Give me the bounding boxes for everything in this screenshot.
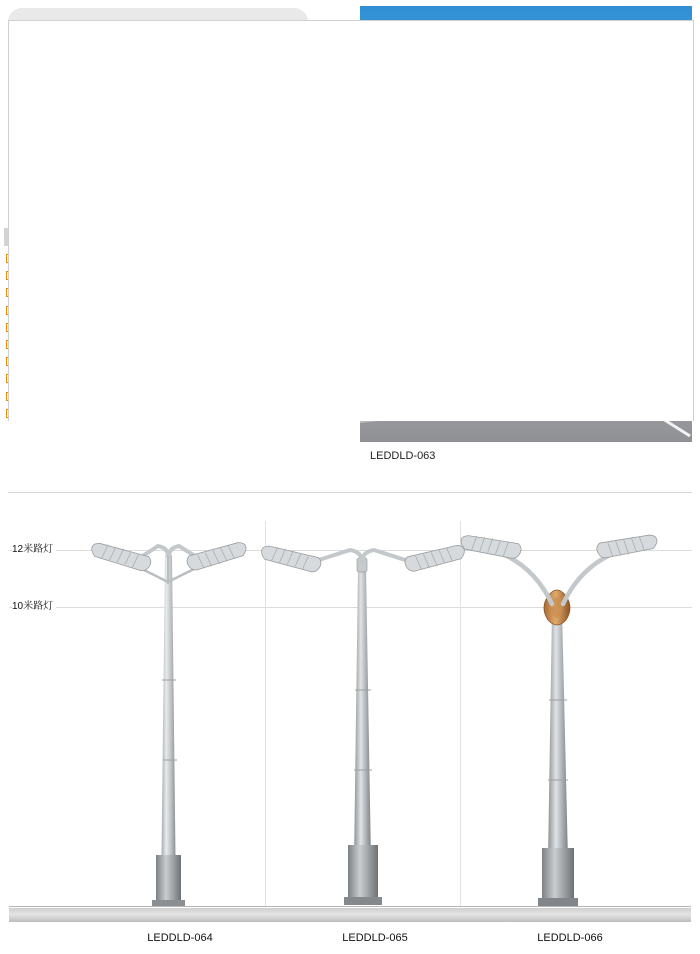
height-label-12m: 12米路灯 [12,540,56,555]
diagram-caption-065: LEDDLD-065 [342,932,408,944]
diagram-caption-066: LEDDLD-066 [537,932,603,944]
pole-drawing-064 [89,535,248,907]
pole-drawing-066 [459,528,659,906]
diagram-caption-064: LEDDLD-064 [147,932,213,944]
ground-band [9,908,691,922]
pole-drawing-065 [259,538,467,905]
ground-line [9,906,691,907]
scene-photo-caption: LEDDLD-063 [370,450,436,462]
height-label-10m: 10米路灯 [12,597,56,612]
